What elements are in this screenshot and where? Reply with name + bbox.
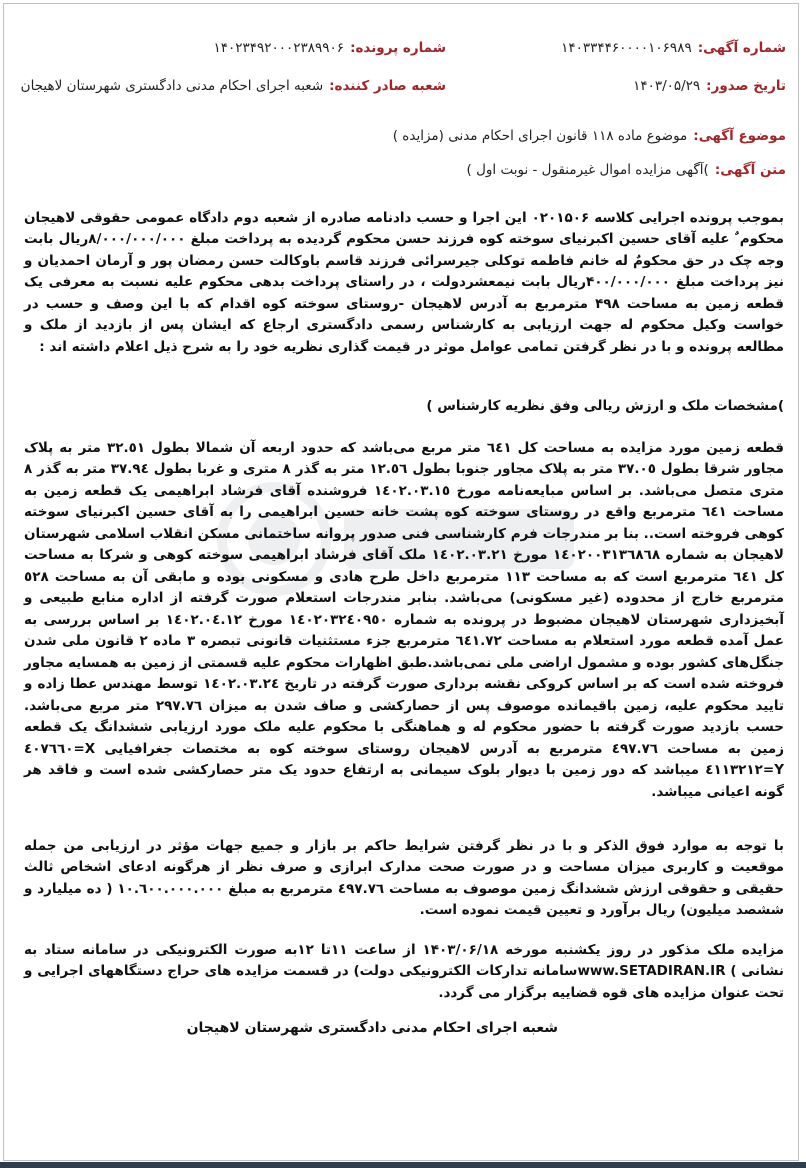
paragraph-property-details: قطعه زمین مورد مزایده به مساحت کل ٦٤١ متر مربع می‌باشد که حدود اربعه آن شمالا بطول ٣٢.٥١ متر به پلاک مجاور شرقا بطول ٣٧.٠٥ متر به پلاک مجاور جنوبا بطول ١٢.٥٦ متر به گذر ٨ متری و غربا بطول ٣٧.٩٤ متر به گذر ٨ متری متصل می‌باشد. بر اساس مبایعه‌نامه مورخ ١٤٠٢.٠٣.١٥ فروشنده آقای فرشاد ابراهیمی یک قطعه زمین به مساحت ٦٤١ مترمربع واقع در روستای سوخته کوه پشت خانه حسین ابراهیمی را به آقای حسین اکبرنیای سوخته کوهی فروخته است.. بنا بر مندرجات فرم کارشناسی فنی صدور پروانه ساختمانی مسکن انقلاب اسلامی شهرستان لاهیجان به شماره ١٤٠٢٠٠٣١٣٦٨٦٨ مورخ ١٤٠٢.٠٣.٢١ ملک آقای فرشاد ابراهیمی سوخته کوهی و شرکا به مساحت کل ٦٤١ مترمربع است که به مساحت ١١٣ مترمربع داخل طرح هادی و مسکونی بوده و مابقی آن به مساحت ٥٢٨ مترمربع خارج از محدوده (غیر مسکونی) می‌باشد. بنابر مندرجات استعلام صورت گرفته از اداره منابع طبیعی و آبخیزداری شهرستان لاهیجان مضبوط در پرونده به شماره ١٤٠٢٠٣٢٤٠٩٥٠ مورخ ١٤٠٢.٠٤.١٢ بر اساس بررسی به عمل آمده قطعه مورد استعلام به مساحت ٦٤١.٧٢ مترمربع جزء مستثنیات قانونی تبصره ٣ ماده ٢ قانون ملی شدن جنگل‌های کشور بوده و مشمول اراضی ملی نمی‌باشد.طبق اظهارات محکوم علیه قسمتی از زمین به همسایه مجاور فروخته شده است که بر اساس کروکی نقشه برداری صورت گرفته در تاریخ ١٤٠٢.٠٣.٢٤ توسط مهندس عطا زاده و تایید محکوم علیه، زمین باقیمانده موصوف پس از حصارکشی و صاف شدن به میزان ٢٩٧.٧٦ متر مربع می‌باشد. حسب بازدید صورت گرفته با حضور محکوم له و هماهنگی با محکوم علیه ملک مورد ارزیابی ششدانگ یک قطعه زمین به مساحت ٤٩٧.٧٦ مترمربع به آدرس لاهیجان روستای سوخته کوه به مختصات جغرافیایی X=٤٠٧٦٦٠ Y=٤١١٣٢١٢ میباشد که دور زمین با دیوار بلوک سیمانی به ارتفاع حدود یک متر حصارکشی شده است و فاقد هر گونه اعیانی میباشد. <box>24 439 785 800</box>
notice-text-label: متن آگهی: <box>714 162 786 178</box>
section-heading-property-specs: )مشخصات ملک و ارزش ریالی وفق نظریه کارشناس ) <box>426 397 784 414</box>
case-number-label: شماره پرونده: <box>350 40 446 56</box>
subject-row <box>393 128 786 144</box>
notice-text-title: )آگهی مزایده اموال غیرمنقول - نوبت اول ) <box>466 162 709 178</box>
issue-date-label: تاریخ صدور: <box>706 78 786 94</box>
subject-label: موضوع آگهی: <box>693 128 786 144</box>
notice-number-value: ۱۴۰۳۳۴۴۶۰۰۰۰۱۰۶۹۸۹ <box>561 40 692 56</box>
paragraph-auction-info: مزایده ملک مذکور در روز یکشنبه مورخه ۱۴۰۳/۰۶/۱۸ از ساعت ۱۱تا ۱۲به صورت الکترونیکی در سامانه ستاد به نشانی ) www.SETADIRAN.IRسامانه تدارکات الکترونیکی دولت) در قسمت مزایده های حراج دستگاههای اجرایی و تحت عنوان مزایده های قوه قضاییه برگزار می گردد. <box>24 941 784 1001</box>
issuer-label: شعبه صادر کننده: <box>329 78 446 94</box>
closing-signature: شعبه اجرای احکام مدنی دادگستری شهرستان لاهیجان <box>186 1020 558 1036</box>
case-number-row <box>214 40 446 56</box>
case-number-value: ۱۴۰۲۳۴۹۲۰۰۰۲۳۸۹۹۰۶ <box>213 40 345 56</box>
issue-date-value: ۱۴۰۳/۰۵/۲۹ <box>633 78 701 94</box>
notice-text-row <box>467 162 786 178</box>
notice-number-row <box>561 40 786 56</box>
issuer-row <box>21 78 446 94</box>
issuer-value: شعبه اجرای احکام مدنی دادگستری شهرستان لاهیجان <box>20 78 324 94</box>
notice-number-label: شماره آگهی: <box>697 40 786 56</box>
issue-date-row <box>633 78 786 94</box>
subject-value: موضوع ماده ۱۱۸ قانون اجرای احکام مدنی (مزایده ) <box>392 128 688 144</box>
bottom-bar <box>0 1162 806 1168</box>
paragraph-case-intro: بموجب پرونده اجرایی کلاسه ۰۲۰۱۵۰۶ این اجرا و حسب دادنامه صادره از شعبه دوم دادگاه عمومی حقوقی لاهیجان محکوم ٌ علیه آقای حسین اکبرنیای سوخته کوه فرزند حسن محکوم گردیده به پرداخت مبلغ ۸/۰۰۰/۰۰۰/۰۰۰ریال بابت وجه چک در حق محکومٌ له خانم فاطمه توکلی جیرسرائی فرزند قاسم باوکالت حسن رمضان پور و آرمان احمدیان و نیز پرداخت مبلغ ۴۰۰/۰۰۰/۰۰۰ریال بابت نیمعشردولت ، در راستای پرداخت بدهی محکوم علیه نسبت به معرفی یک قطعه زمین به مساحت ۴۹۸ مترمربع به آدرس لاهیجان -روستای سوخته کوه اقدام که با این وصف و حسب در خواست وکیل محکوم له جهت ارزیابی به کارشناس رسمی دادگستری ارجاع که ایشان پس از بازدید از ملک و مطالعه پرونده و با در نظر گرفتن تمامی عوامل موثر در قیمت گذاری نظریه خود را به شرح ذیل اعلام داشته اند : <box>24 209 785 355</box>
notice-document <box>3 3 799 1161</box>
paragraph-valuation: با توجه به موارد فوق الذکر و با در نظر گرفتن شرایط حاکم بر بازار و جمیع جهات مؤثر در ارزیابی من جمله موقعیت و کاربری میزان مساحت و در صورت صحت مدارک ابرازی و صرف نظر از هرگونه ادعای اشخاص ثالث حقیقی و حقوقی ارزش ششدانگ زمین موصوف به مساحت ٤٩٧.٧٦ مترمربع به مبلغ ١٠.٦٠٠.٠٠٠.٠٠٠ ( ده میلیارد و ششصد میلیون) ریال برآورد و تعیین قیمت نموده است. <box>24 837 784 918</box>
